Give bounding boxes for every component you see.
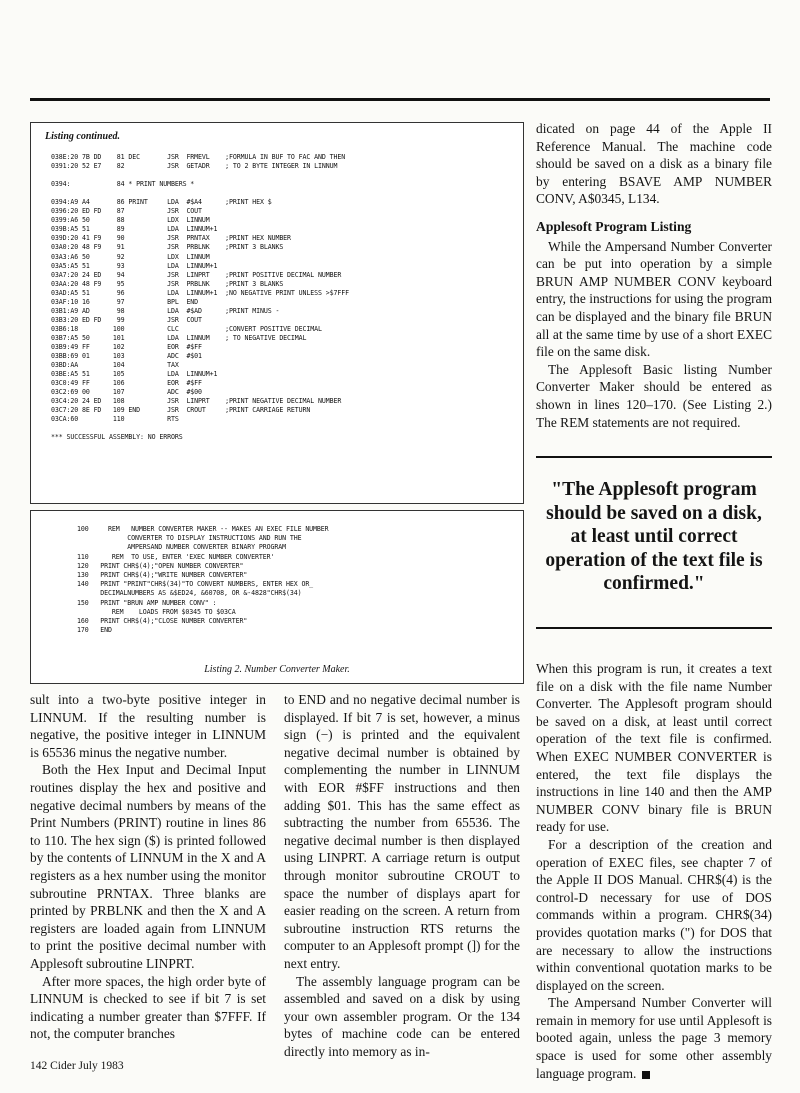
paragraph: dicated on page 44 of the Apple II Reference Manual. The machine code should be saved on a disk as a binary file by entering BSAVE AMP NUMBER CONV, A$0345, L134. xyxy=(536,121,772,207)
code-line: 03A0:20 48 F9 91 JSR PRBLNK ;PRINT 3 BLANKS xyxy=(51,243,284,252)
code-line: 03BD:AA 104 TAX xyxy=(51,361,179,370)
code-line xyxy=(51,424,349,433)
article-column-right-bottom xyxy=(536,660,772,1082)
code-line: REM LOADS FROM $0345 TO $03CA xyxy=(77,607,236,616)
assembly-listing-box xyxy=(30,122,524,504)
code-line: 03C2:69 00 107 ADC #$00 xyxy=(51,388,202,397)
code-line xyxy=(51,189,349,198)
paragraph: After more spaces, the high order byte of LINNUM is checked to see if bit 7 is set indicating a number greater than $7FFF. If not, the computer branches xyxy=(30,973,266,1042)
code-line: 03A7:20 24 ED 94 JSR LINPRT ;PRINT POSITIVE DECIMAL NUMBER xyxy=(51,270,342,279)
basic-listing-box xyxy=(30,510,524,684)
pullquote-rule-top xyxy=(536,456,772,458)
paragraph: Both the Hex Input and Decimal Input routines display the hex and positive and negative decimal numbers by means of the Print Numbers (PRINT) routine in lines 86 to 110. The hex sign ($) is printed followed by the contents of LINNUM in the X and A registers as a hex number using the monitor subroutine PRNTAX. Three blanks are printed by PRBLNK and then the X and A registers are loaded again from LINNUM to print the positive decimal number with Applesoft subroutine LINPRT. xyxy=(30,762,266,971)
code-line: 039B:A5 51 89 LDA LINNUM+1 xyxy=(51,225,218,234)
code-line: 03C0:49 FF 106 EOR #$FF xyxy=(51,379,202,388)
code-line: DECIMALNUMBERS AS &$ED24, &60708, OR &-4828"CHR$(34) xyxy=(77,589,302,598)
code-line: 03AD:A5 51 96 LDA LINNUM+1 ;NO NEGATIVE PRINT UNLESS >$7FFF xyxy=(51,288,349,297)
code-line: 120 PRINT CHR$(4);"OPEN NUMBER CONVERTER" xyxy=(77,561,244,570)
code-line: 039D:20 41 F9 90 JSR PRNTAX ;PRINT HEX NUMBER xyxy=(51,234,291,243)
paragraph: When this program is run, it creates a text file on a disk with the file name Number Converter. The Applesoft program should be saved on a disk, at least until correct operation of the text file is confirmed. When EXEC NUMBER CONVERTER is entered, the text file displays the instructions in line 140 and then the AMP NUMBER CONV binary file is BRUN ready for use. xyxy=(536,661,772,835)
listing-continued-label: Listing continued. xyxy=(45,131,121,142)
code-line: 03BE:A5 51 105 LDA LINNUM+1 xyxy=(51,370,218,379)
code-line: 03A3:A6 50 92 LDX LINNUM xyxy=(51,252,210,261)
code-line: 170 END xyxy=(77,626,112,635)
code-line: 03B1:A9 AD 98 LDA #$AD ;PRINT MINUS - xyxy=(51,306,280,315)
code-line: 160 PRINT CHR$(4);"CLOSE NUMBER CONVERTER" xyxy=(77,616,248,625)
article-column-middle xyxy=(284,691,520,1060)
code-line: 110 REM TO USE, ENTER 'EXEC NUMBER CONVERTER' xyxy=(77,552,275,561)
article-column-right-top xyxy=(536,120,772,431)
code-line: 03BB:69 01 103 ADC #$01 xyxy=(51,352,202,361)
code-line: CONVERTER TO DISPLAY INSTRUCTIONS AND RUN THE xyxy=(77,534,302,543)
code-line: 03B6:18 100 CLC ;CONVERT POSITIVE DECIMAL xyxy=(51,324,322,333)
paragraph: sult into a two-byte positive integer in LINNUM. If the resulting number is negative, the positive integer in LINNUM is 65536 minus the negative number. xyxy=(30,692,266,760)
paragraph xyxy=(536,994,772,1082)
code-line: 100 REM NUMBER CONVERTER MAKER -- MAKES AN EXEC FILE NUMBER xyxy=(77,525,329,533)
code-line: AMPERSAND NUMBER CONVERTER BINARY PROGRAM xyxy=(77,543,286,552)
code-line: 0396:20 ED FD 87 JSR COUT xyxy=(51,207,202,216)
page-footer: 142 Cider July 1983 xyxy=(30,1060,124,1072)
code-line: 130 PRINT CHR$(4);"WRITE NUMBER CONVERTER" xyxy=(77,570,248,579)
pullquote-rule-bottom xyxy=(536,627,772,629)
code-line: 03B9:49 FF 102 EOR #$FF xyxy=(51,342,202,351)
code-line: 03CA:60 110 RTS xyxy=(51,415,179,424)
paragraph: While the Ampersand Number Converter can be put into operation by a simple BRUN AMP NUMBER CONV keyboard entry, the instructions for using the program can be displayed and the binary file BRUN all at the same time by use of a short EXEC file on the same disk. xyxy=(536,238,772,360)
code-line: 03A5:A5 51 93 LDA LINNUM+1 xyxy=(51,261,218,270)
code-line: 03B7:A5 50 101 LDA LINNUM ; TO NEGATIVE DECIMAL xyxy=(51,333,307,342)
code-line: 0394: 84 * PRINT NUMBERS * xyxy=(51,180,195,189)
paragraph: The assembly language program can be assembled and saved on a disk by using your own assembler program. Or the 134 bytes of machine code can be entered directly into memory as in- xyxy=(284,973,520,1059)
code-line: 03AA:20 48 F9 95 JSR PRBLNK ;PRINT 3 BLANKS xyxy=(51,279,284,288)
code-line: 03AF:10 16 97 BPL END xyxy=(51,297,199,306)
code-line: 03C4:20 24 ED 108 JSR LINPRT ;PRINT NEGATIVE DECIMAL NUMBER xyxy=(51,397,342,406)
code-line: 0399:A6 50 88 LDX LINNUM xyxy=(51,216,210,225)
end-of-article-mark xyxy=(642,1071,650,1079)
paragraph: to END and no negative decimal number is displayed. If bit 7 is set, however, a minus sign (−) is printed and the equivalent negative decimal number is obtained by complementing the number in LINNUM with EOR #$FF instructions and then adding $01. This has the same effect as subtracting the number from 65536. The negative decimal number is then displayed using LINPRT. A carriage return is output through monitor subroutine CROUT to space the number of displays apart for easier reading on the screen. A return from subroutine instruction RTS returns the computer to an Applesoft prompt (]) for the next entry. xyxy=(284,692,520,971)
top-rule xyxy=(30,98,770,101)
code-line: 03C7:20 8E FD 109 END JSR CROUT ;PRINT CARRIAGE RETURN xyxy=(51,406,311,415)
code-line: 0394:A9 A4 86 PRINT LDA #$A4 ;PRINT HEX $ xyxy=(51,198,272,207)
code-line: 0391:20 52 E7 82 JSR GETADR ; TO 2 BYTE INTEGER IN LINNUM xyxy=(51,162,338,171)
paragraph-text: The Ampersand Number Converter will remain in memory for use until Applesoft is booted again, unless the page 3 memory space is used for some other assembly language program. xyxy=(536,995,772,1081)
listing-2-caption: Listing 2. Number Converter Maker. xyxy=(204,664,350,675)
section-heading: Applesoft Program Listing xyxy=(536,218,692,234)
basic-code xyxy=(77,525,329,635)
code-line: 03B3:20 ED FD 99 JSR COUT xyxy=(51,315,202,324)
paragraph: The Applesoft Basic listing Number Converter Maker should be entered as shown in lines 120–170. (See Listing 2.) The REM statements are not required. xyxy=(536,361,772,430)
article-column-left xyxy=(30,691,266,1043)
assembly-code xyxy=(51,153,349,443)
code-line xyxy=(51,171,349,180)
paragraph: For a description of the creation and operation of EXEC files, see chapter 7 of the Apple II DOS Manual. CHR$(4) is the control-D necessary for use of DOS commands within a program. CHR$(34) provides quotation marks (") for DOS that are necessary to allow the instructions within conventional quotation marks to be displayed on the screen. xyxy=(536,836,772,993)
code-line: 150 PRINT "BRUN AMP NUMBER CONV" : xyxy=(77,598,217,607)
code-line: 140 PRINT "PRINT"CHR$(34)"TO CONVERT NUMBERS, ENTER HEX OR_ xyxy=(77,580,314,589)
code-line: *** SUCCESSFUL ASSEMBLY: NO ERRORS xyxy=(51,433,183,442)
pull-quote: "The Applesoft program should be saved on a disk, at least until correct operation of the text file is confirmed." xyxy=(545,479,763,594)
code-line: 038E:20 7B DD 81 DEC JSR FRMEVL ;FORMULA IN BUF TO FAC AND THEN xyxy=(51,153,346,161)
